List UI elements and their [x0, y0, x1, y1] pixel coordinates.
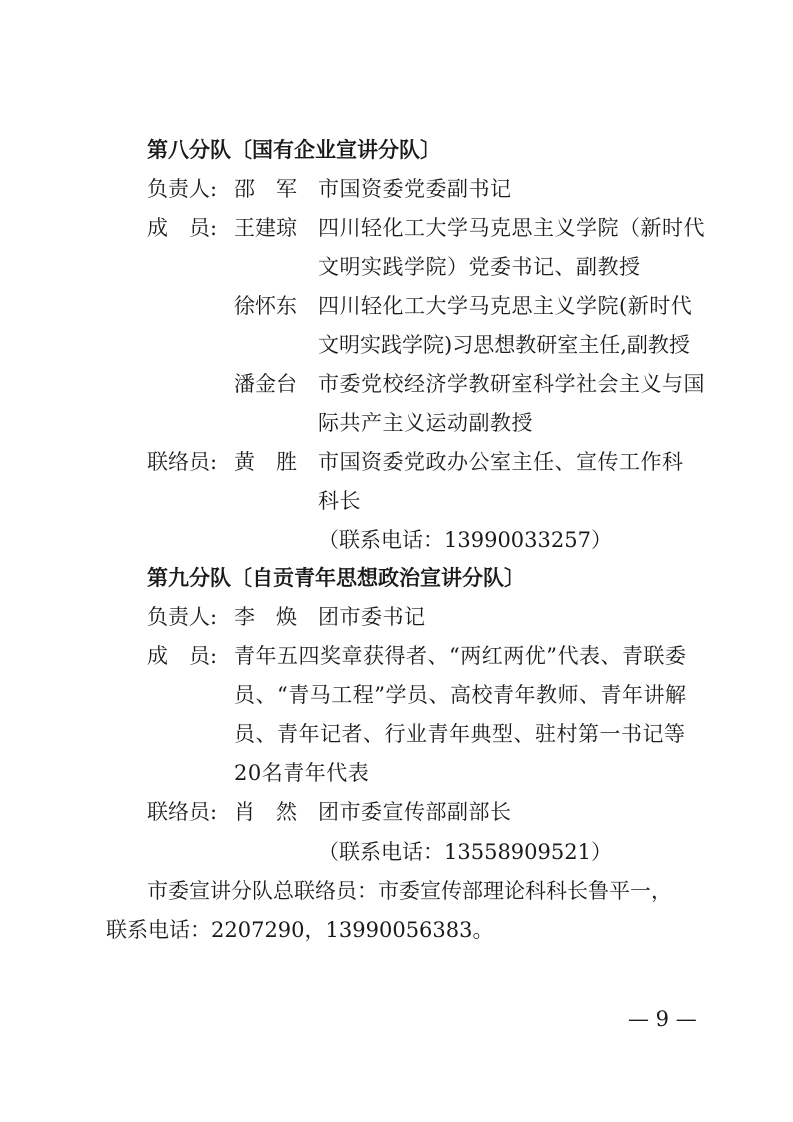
team9-leader-title: 团市委书记 [318, 605, 426, 629]
team8-leader-label: 负责人: [147, 177, 218, 201]
team8-member-desc: 际共产主义运动副教授 [318, 411, 533, 435]
team8-phone: （联系电话：13990033257） [318, 528, 612, 552]
team9-liaison-name: 肖 然 [234, 800, 297, 824]
team8-member-desc: 文明实践学院)习思想教研室主任,副教授 [318, 333, 690, 357]
team9-leader-name: 李 焕 [234, 605, 297, 629]
team8-member-name: 徐怀东 [234, 294, 297, 318]
team8-member-desc: 四川轻化工大学马克思主义学院（新时代 [318, 216, 705, 240]
general-liaison-phone: 联系电话：2207290，13990056383。 [106, 918, 494, 942]
team9-members-desc: 员、青年记者、行业青年典型、驻村第一书记等 [234, 722, 686, 746]
team8-heading: 第八分队〔国有企业宣讲分队〕 [147, 138, 441, 162]
team9-members-desc: 青年五四奖章获得者、“两红两优”代表、青联委 [234, 644, 687, 668]
team9-phone: （联系电话：13558909521） [318, 840, 612, 864]
team8-members-label: 成 员: [147, 216, 218, 240]
page-number: — 9 — [628, 1007, 697, 1031]
team8-member-desc: 四川轻化工大学马克思主义学院(新时代 [318, 294, 693, 318]
team9-heading: 第九分队〔自贡青年思想政治宣讲分队〕 [147, 566, 525, 590]
team8-leader-name: 邵 军 [234, 177, 297, 201]
team9-leader-label: 负责人: [147, 605, 218, 629]
team8-liaison-desc: 市国资委党政办公室主任、宣传工作科 [318, 450, 684, 474]
team9-members-desc: 员、“青马工程”学员、高校青年教师、青年讲解 [234, 683, 687, 707]
team9-liaison-title: 团市委宣传部副部长 [318, 800, 512, 824]
team8-member-name: 王建琼 [234, 216, 297, 240]
team8-leader-title: 市国资委党委副书记 [318, 177, 512, 201]
general-liaison-note: 市委宣讲分队总联络员：市委宣传部理论科科长鲁平一， [147, 879, 672, 903]
team9-members-label: 成 员: [147, 644, 218, 668]
team8-liaison-label: 联络员: [147, 450, 218, 474]
team8-liaison-name: 黄 胜 [234, 450, 297, 474]
team8-liaison-desc: 科长 [318, 489, 361, 513]
team8-member-desc: 文明实践学院）党委书记、副教授 [318, 255, 641, 279]
team8-member-name: 潘金台 [234, 372, 297, 396]
team9-members-desc: 20名青年代表 [234, 761, 370, 785]
team8-member-desc: 市委党校经济学教研室科学社会主义与国 [318, 372, 705, 396]
team9-liaison-label: 联络员: [147, 800, 218, 824]
